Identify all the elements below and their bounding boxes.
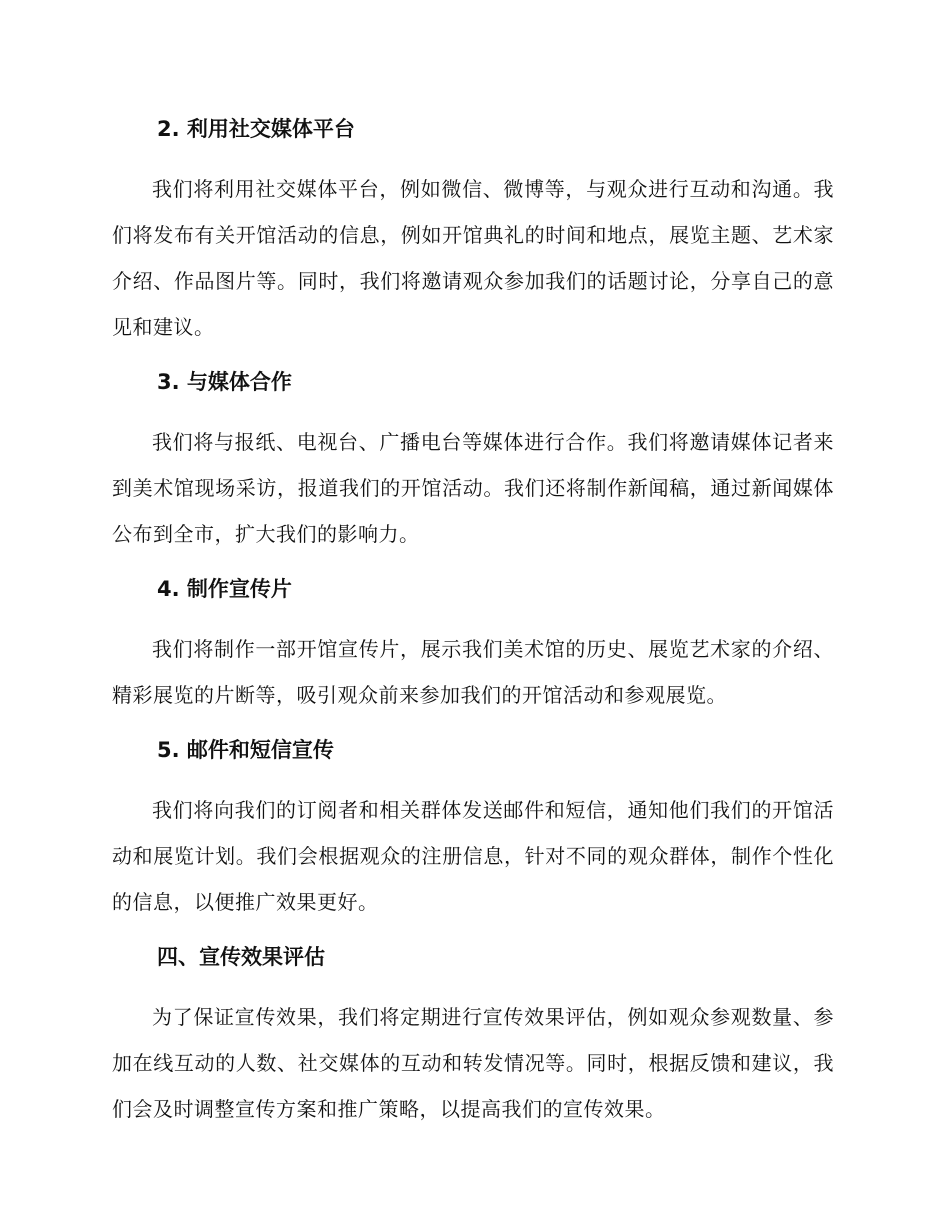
section-promo-video	[112, 572, 834, 718]
section-heading: 四、宣传效果评估	[157, 945, 325, 969]
section-email-sms	[112, 733, 834, 925]
section-heading: 3. 与媒体合作	[157, 370, 292, 394]
section-paragraph: 我们将与报纸、电视台、广播电台等媒体进行合作。我们将邀请媒体记者来到美术馆现场采访，报道我们的开馆活动。我们还将制作新闻稿，通过新闻媒体公布到全市，扩大我们的影响力。	[112, 430, 834, 546]
section-media-cooperation	[112, 365, 834, 557]
section-paragraph: 我们将利用社交媒体平台，例如微信、微博等，与观众进行互动和沟通。我们将发布有关开馆活动的信息，例如开馆典礼的时间和地点，展览主题、艺术家介绍、作品图片等。同时，我们将邀请观众参加我们的话题讨论，分享自己的意见和建议。	[112, 177, 834, 339]
section-heading: 4. 制作宣传片	[157, 577, 292, 601]
document-content	[112, 112, 834, 1147]
section-paragraph: 我们将向我们的订阅者和相关群体发送邮件和短信，通知他们我们的开馆活动和展览计划。我们会根据观众的注册信息，针对不同的观众群体，制作个性化的信息，以便推广效果更好。	[112, 798, 834, 914]
section-social-media	[112, 112, 834, 350]
section-paragraph: 我们将制作一部开馆宣传片，展示我们美术馆的历史、展览艺术家的介绍、精彩展览的片断等，吸引观众前来参加我们的开馆活动和参观展览。	[112, 637, 834, 707]
section-heading: 5. 邮件和短信宣传	[157, 738, 334, 762]
section-heading: 2. 利用社交媒体平台	[157, 117, 355, 141]
section-paragraph: 为了保证宣传效果，我们将定期进行宣传效果评估，例如观众参观数量、参加在线互动的人数、社交媒体的互动和转发情况等。同时，根据反馈和建议，我们会及时调整宣传方案和推广策略，以提高我们的宣传效果。	[112, 1005, 834, 1121]
section-effect-evaluation	[112, 940, 834, 1132]
